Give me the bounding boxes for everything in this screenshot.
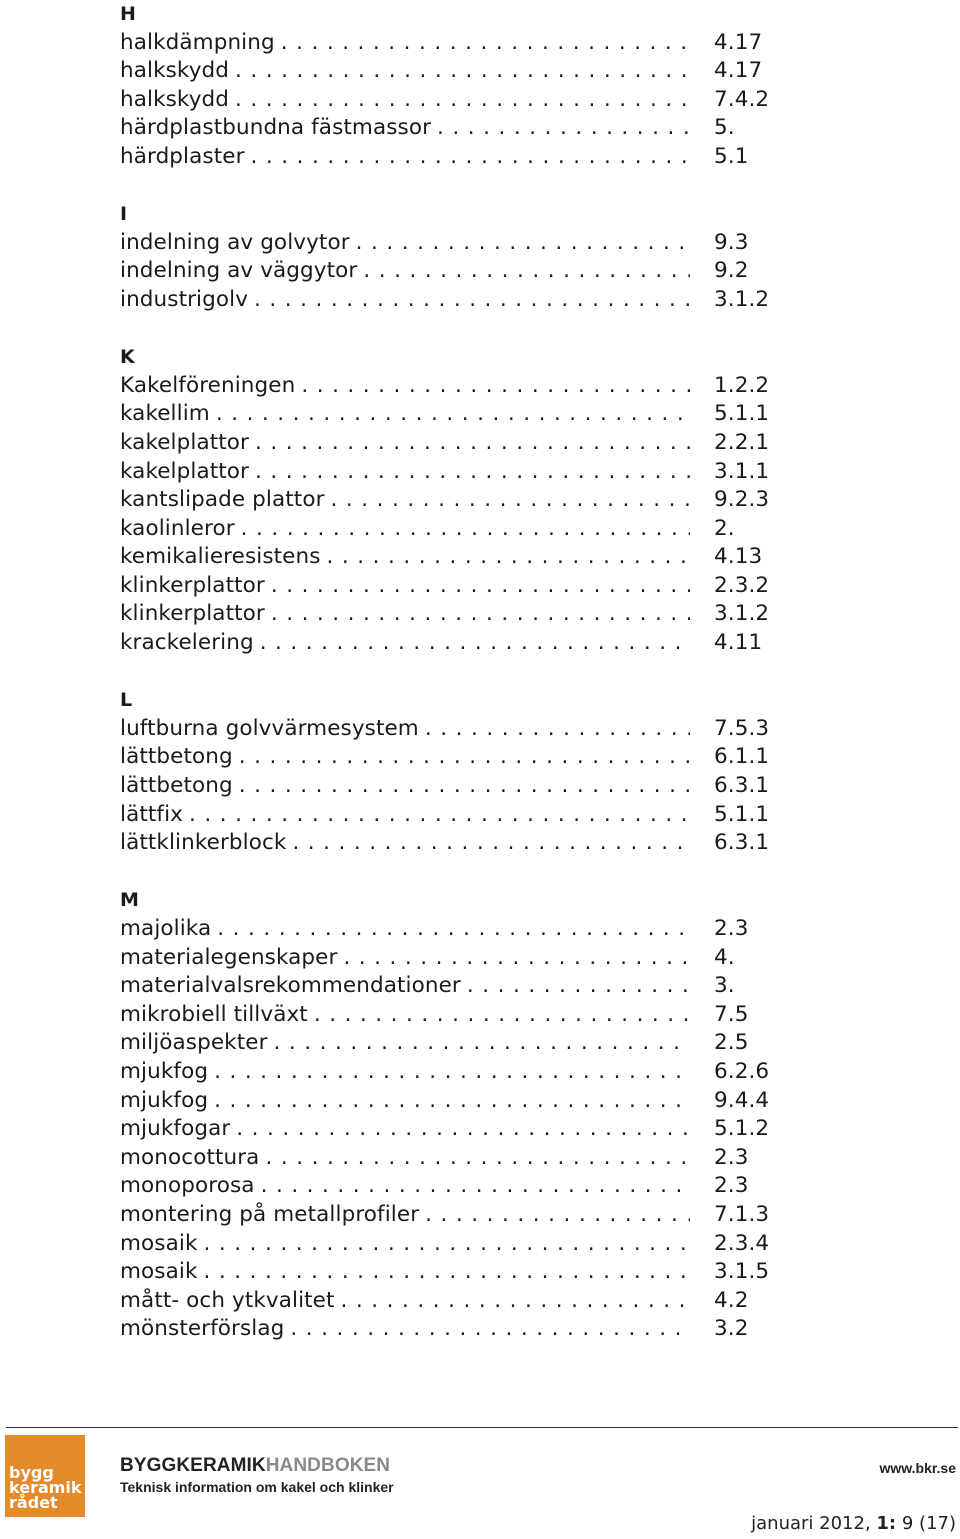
index-entry [120, 229, 770, 258]
entry-reference: 5.1 [714, 143, 749, 169]
entry-reference: 5. [714, 115, 735, 141]
entry-reference: 3.1.5 [714, 1259, 770, 1285]
index-entry [120, 429, 770, 458]
entry-reference: 2.5 [714, 1030, 749, 1056]
index-entry [120, 1029, 770, 1058]
index-entry [120, 1315, 770, 1344]
entry-term: härdplastbundna fästmassor [120, 115, 432, 141]
index-entry [120, 600, 770, 629]
entry-reference: 9.4.4 [714, 1087, 770, 1113]
dot-leader [255, 429, 690, 458]
entry-reference: 2.3 [714, 1144, 749, 1170]
dot-leader [236, 1115, 690, 1144]
entry-term: indelning av golvytor [120, 229, 350, 255]
dot-leader [467, 972, 690, 1001]
dot-leader [425, 715, 690, 744]
index-entry [120, 486, 770, 515]
index-section [120, 686, 770, 858]
index-entry [120, 1115, 770, 1144]
entry-reference: 2. [714, 515, 735, 541]
section-letter: M [120, 889, 139, 912]
entry-reference: 9.2.3 [714, 487, 770, 513]
dot-leader [189, 801, 690, 830]
brand-title [120, 1455, 390, 1477]
dot-leader [356, 229, 690, 258]
index-entry [120, 400, 770, 429]
index-section [120, 200, 770, 314]
dot-leader [214, 1087, 690, 1116]
index-entry [120, 1001, 770, 1030]
entry-reference: 3.1.2 [714, 286, 770, 312]
entry-term: miljöaspekter [120, 1030, 268, 1056]
entry-term: lättklinkerblock [120, 830, 287, 856]
index-entry [120, 1258, 770, 1287]
dot-leader [363, 257, 690, 286]
index-entry [120, 801, 770, 830]
entry-reference: 7.1.3 [714, 1201, 770, 1227]
entry-reference: 7.5 [714, 1001, 749, 1027]
entry-reference: 3. [714, 973, 735, 999]
section-spacer [120, 658, 770, 687]
dot-leader [314, 1001, 690, 1030]
entry-term: indelning av väggytor [120, 258, 358, 284]
dot-leader [239, 772, 690, 801]
index-section [120, 343, 770, 658]
entry-term: industrigolv [120, 286, 249, 312]
dot-leader [254, 286, 690, 315]
dot-leader [281, 29, 690, 58]
dot-leader [241, 515, 690, 544]
index-entry [120, 143, 770, 172]
entry-term: montering på metallprofiler [120, 1201, 420, 1227]
entry-term: halkskydd [120, 86, 230, 112]
entry-reference: 4. [714, 944, 735, 970]
index-entry [120, 1058, 770, 1087]
entry-reference: 5.1.2 [714, 1116, 770, 1142]
index-section [120, 886, 770, 1344]
brand-dark: BYGGKERAMIK [120, 1455, 266, 1476]
index-entry [120, 1144, 770, 1173]
section-spacer [120, 172, 770, 201]
entry-term: mönsterförslag [120, 1316, 285, 1342]
entry-term: majolika [120, 916, 212, 941]
entry-reference: 4.17 [714, 29, 763, 55]
dot-leader [251, 143, 690, 172]
dot-leader [261, 1172, 690, 1201]
entry-term: Kakelföreningen [120, 372, 296, 398]
dot-leader [274, 1029, 690, 1058]
dot-leader [437, 114, 690, 143]
entry-term: kakelplattor [120, 429, 249, 455]
entry-term: härdplaster [120, 143, 245, 169]
dot-leader [290, 1315, 690, 1344]
chapter-number: 1: [876, 1513, 897, 1534]
entry-term: luftburna golvvärmesystem [120, 715, 419, 741]
dot-leader [255, 458, 690, 487]
entry-reference: 6.1.1 [714, 744, 770, 770]
dot-leader [235, 86, 690, 115]
entry-term: monoporosa [120, 1173, 255, 1199]
dot-leader [271, 600, 690, 629]
entry-term: materialvalsrekommendationer [120, 973, 461, 999]
dot-leader [331, 486, 690, 515]
index-entry [120, 629, 770, 658]
logo-line: rådet [9, 1493, 58, 1512]
entry-reference: 2.3.2 [714, 572, 770, 598]
entry-term: klinkerplattor [120, 601, 265, 627]
entry-term: kantslipade plattor [120, 487, 325, 513]
dot-leader [204, 1230, 691, 1259]
entry-term: kakelplattor [120, 458, 249, 484]
logo-line: bygg [9, 1463, 54, 1482]
dot-leader [265, 1144, 690, 1173]
section-spacer [120, 315, 770, 344]
entry-reference: 3.1.1 [714, 458, 770, 484]
entry-reference: 7.5.3 [714, 715, 770, 741]
entry-reference: 9.3 [714, 229, 749, 255]
index-entry [120, 543, 770, 572]
entry-term: mjukfog [120, 1087, 209, 1113]
entry-reference: 2.3 [714, 916, 749, 941]
index-entry [120, 1230, 770, 1259]
index-entry [120, 114, 770, 143]
byggkeramikradet-logo [5, 1435, 85, 1517]
index-entry [120, 286, 770, 315]
index-entry [120, 972, 770, 1001]
entry-term: mjukfogar [120, 1116, 231, 1142]
entry-reference: 4.11 [714, 630, 763, 656]
entry-term: kaolinleror [120, 515, 235, 541]
entry-term: krackelering [120, 630, 254, 656]
entry-term: lättbetong [120, 744, 233, 770]
page-date: januari 2012, [751, 1513, 871, 1534]
dot-leader [239, 743, 690, 772]
section-spacer [120, 858, 770, 887]
index-entry [120, 715, 770, 744]
brand-tagline: Teknisk information om kakel och klinker [120, 1479, 394, 1495]
index-entry [120, 458, 770, 487]
dot-leader [216, 400, 690, 429]
entry-reference: 9.2 [714, 258, 749, 284]
entry-term: lättbetong [120, 773, 233, 799]
logo-line: keramik [9, 1478, 82, 1497]
dot-leader [271, 572, 690, 601]
entry-reference: 4.17 [714, 58, 763, 84]
entry-term: kakellim [120, 401, 210, 427]
dot-leader [341, 1287, 690, 1316]
entry-term: halkskydd [120, 58, 230, 84]
dot-leader [327, 543, 690, 572]
index-entry [120, 944, 770, 973]
page-info [751, 1513, 956, 1534]
footer-divider [6, 1427, 958, 1428]
dot-leader [214, 1058, 690, 1087]
index-entry [120, 1201, 770, 1230]
entry-reference: 2.3.4 [714, 1230, 770, 1256]
index-entry [120, 1087, 770, 1116]
index-entry [120, 372, 770, 401]
dot-leader [343, 944, 690, 973]
index-entry [120, 86, 770, 115]
index-entry [120, 57, 770, 86]
brand-light: HANDBOKEN [265, 1455, 391, 1476]
section-letter: K [120, 346, 135, 369]
dot-leader [204, 1258, 691, 1287]
entry-reference: 6.3.1 [714, 773, 770, 799]
index-entry [120, 1287, 770, 1316]
website-link[interactable]: www.bkr.se [879, 1460, 956, 1476]
index-entry [120, 29, 770, 58]
index-entry [120, 772, 770, 801]
dot-leader [425, 1201, 690, 1230]
entry-reference: 3.2 [714, 1316, 749, 1342]
entry-reference: 4.2 [714, 1287, 749, 1313]
dot-leader [217, 915, 690, 944]
entry-term: klinkerplattor [120, 572, 265, 598]
entry-reference: 2.3 [714, 1173, 749, 1199]
entry-term: lättfix [120, 801, 183, 827]
entry-reference: 3.1.2 [714, 601, 770, 627]
section-letter: H [120, 3, 136, 25]
index-entry [120, 515, 770, 544]
index-list [120, 0, 770, 1344]
entry-reference: 2.2.1 [714, 429, 770, 455]
entry-term: monocottura [120, 1144, 260, 1170]
entry-term: mått- och ytkvalitet [120, 1287, 335, 1313]
section-letter: L [120, 689, 133, 712]
entry-term: mikrobiell tillväxt [120, 1001, 308, 1027]
entry-reference: 4.13 [714, 544, 763, 570]
entry-reference: 6.2.6 [714, 1058, 770, 1084]
entry-reference: 1.2.2 [714, 372, 770, 398]
entry-reference: 5.1.1 [714, 801, 770, 827]
index-entry [120, 915, 770, 944]
entry-term: kemikalieresistens [120, 544, 321, 570]
dot-leader [301, 372, 690, 401]
entry-term: materialegenskaper [120, 944, 338, 970]
page-number: 9 (17) [901, 1513, 956, 1534]
section-letter: I [120, 203, 128, 226]
index-entry [120, 257, 770, 286]
dot-leader [235, 57, 690, 86]
entry-term: mosaik [120, 1259, 198, 1285]
entry-reference: 5.1.1 [714, 401, 770, 427]
entry-reference: 6.3.1 [714, 830, 770, 856]
entry-reference: 7.4.2 [714, 86, 770, 112]
entry-term: mjukfog [120, 1058, 209, 1084]
index-entry [120, 743, 770, 772]
dot-leader [260, 629, 690, 658]
index-section [120, 0, 770, 172]
index-entry [120, 1172, 770, 1201]
dot-leader [292, 829, 690, 858]
index-entry [120, 572, 770, 601]
entry-term: halkdämpning [120, 29, 275, 55]
index-entry [120, 829, 770, 858]
entry-term: mosaik [120, 1230, 198, 1256]
